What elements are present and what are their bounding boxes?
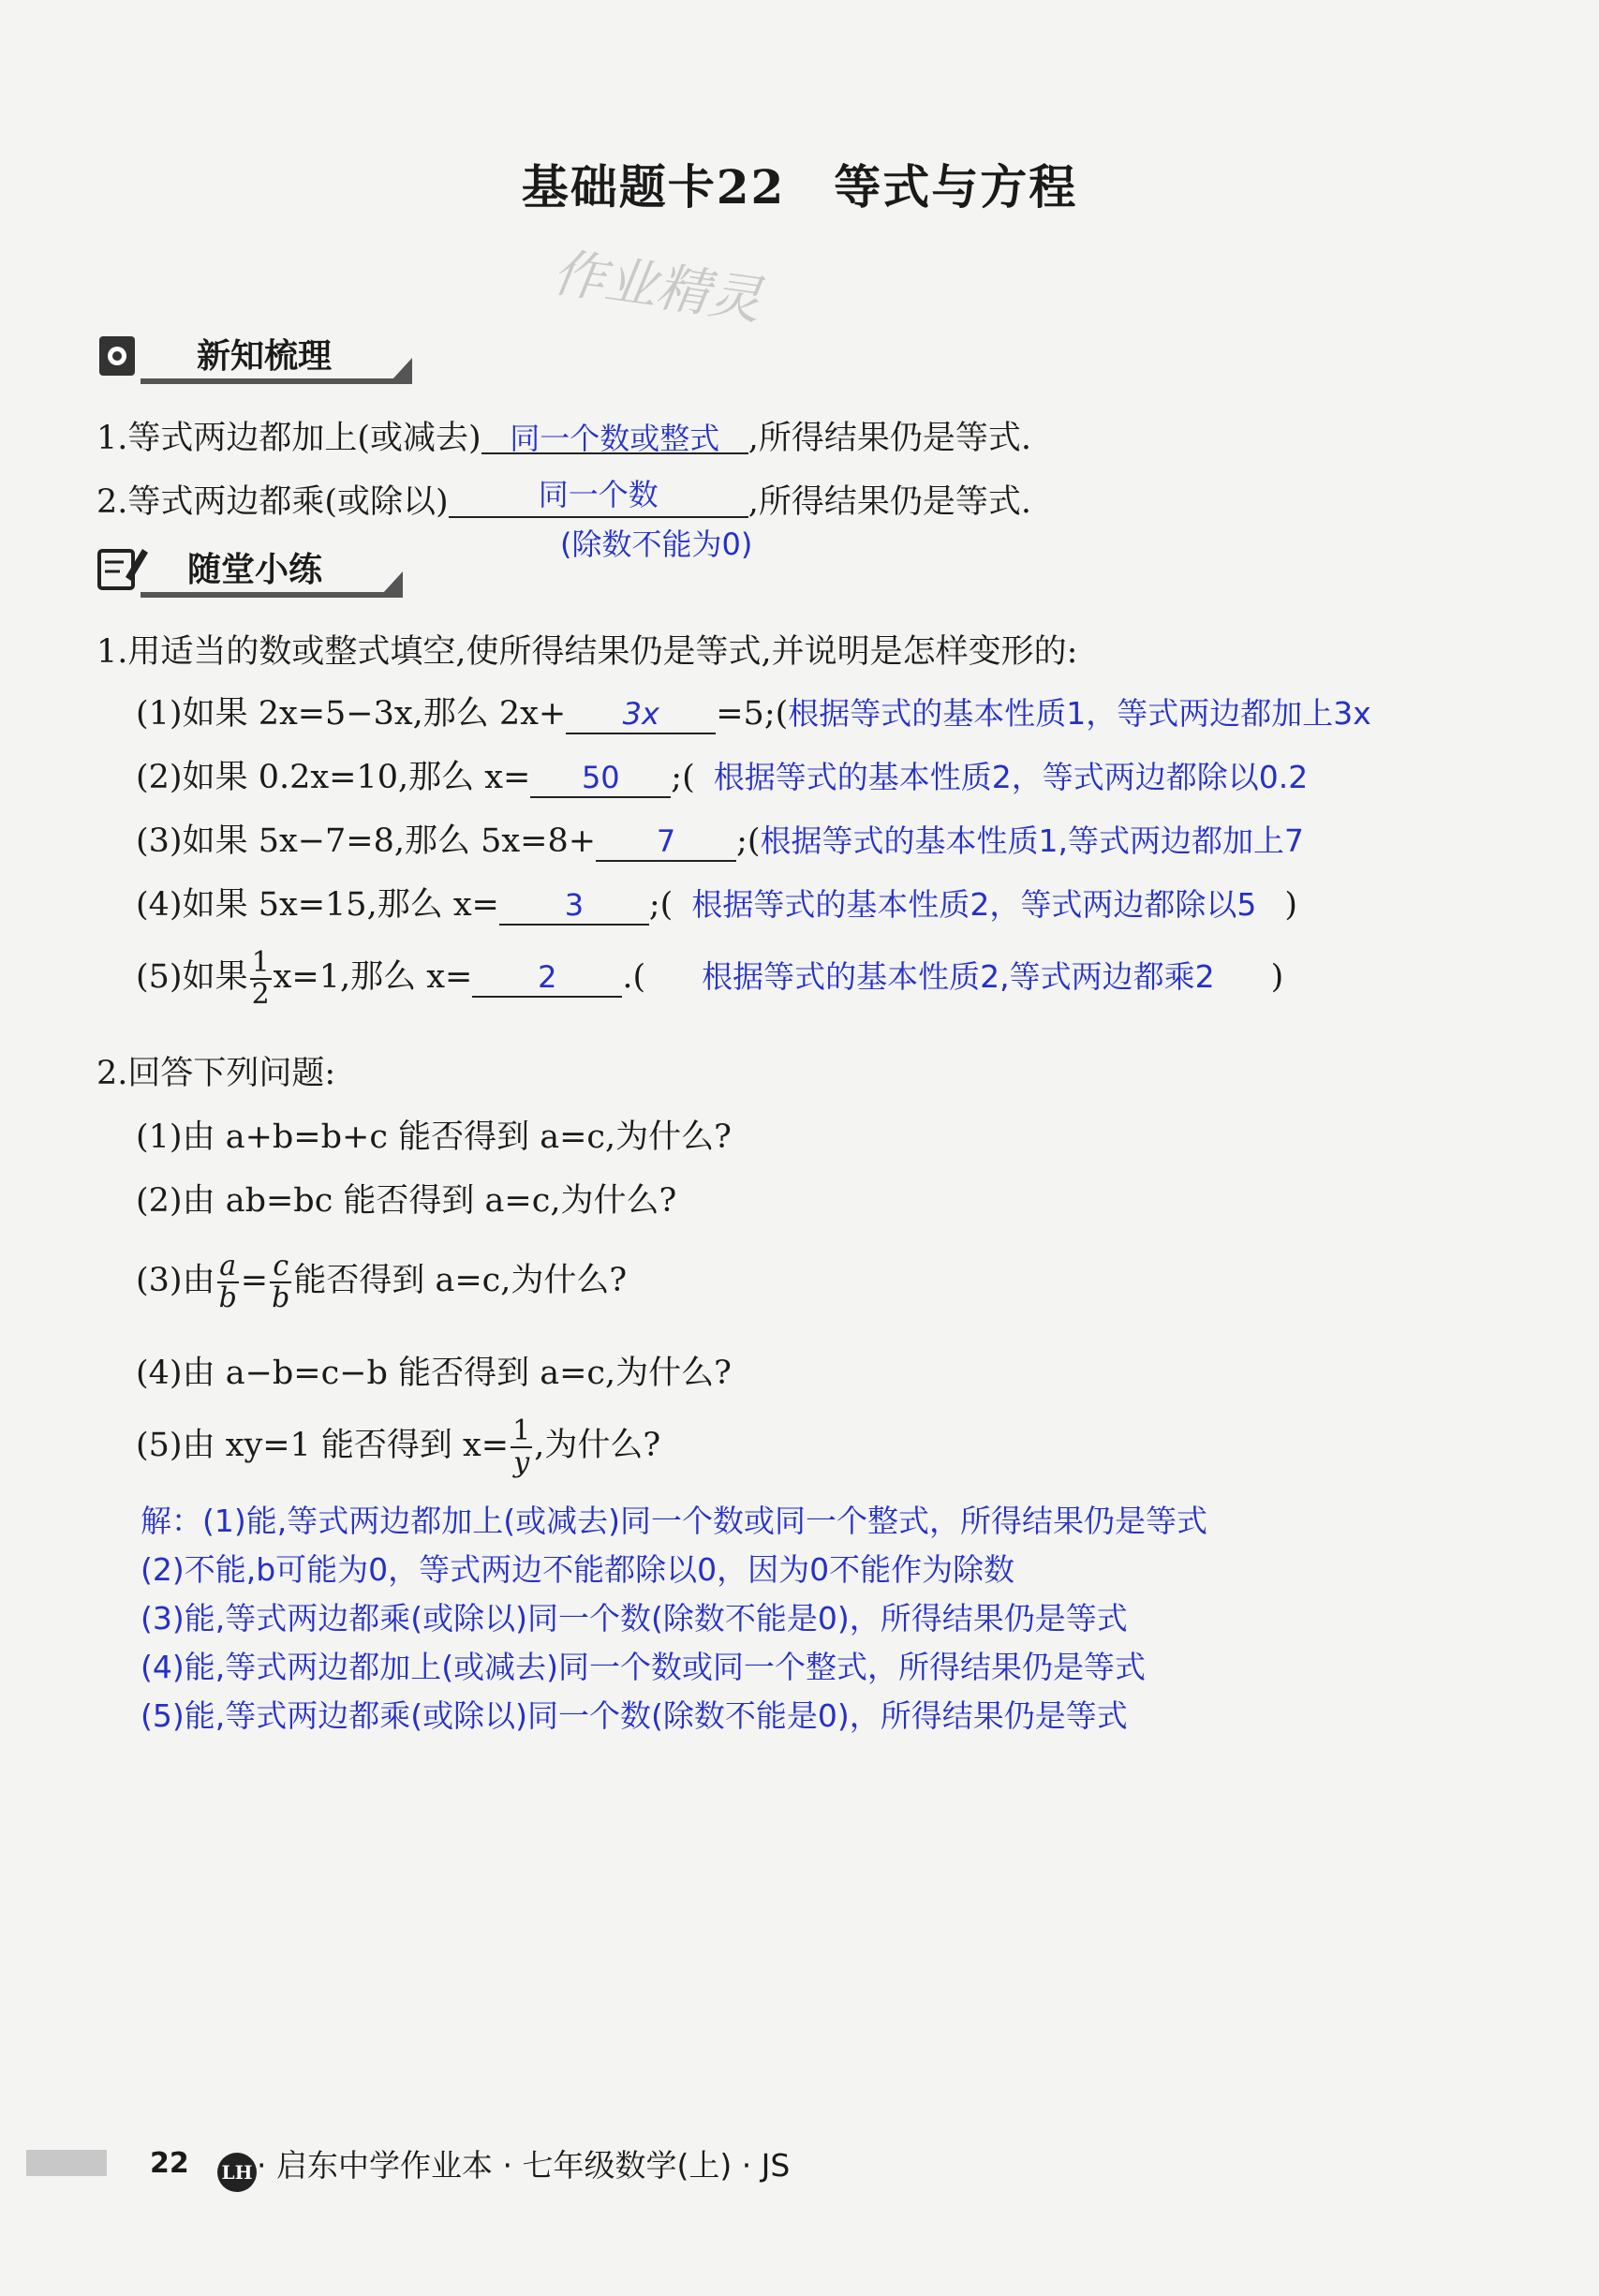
q2-part-5 — [136, 1416, 660, 1477]
q2-stem: 2.回答下列问题: — [96, 1055, 336, 1092]
q2-part-5-fraction — [511, 1416, 532, 1477]
q2-answer-4: (4)能,等式两边都加上(或减去)同一个数或同一个整式，所得结果仍是等式 — [141, 1649, 1146, 1685]
q1-part-2-blank — [530, 759, 671, 798]
q1-part-1-blank — [566, 695, 716, 734]
q1-part-4-mid: ;( — [648, 886, 674, 924]
knowledge-item-2-answer: 同一个数 — [538, 477, 659, 512]
q1-part-2-mid: ;( — [671, 759, 695, 796]
q1-part-2-text: (2)如果 0.2x=10,那么 x= — [136, 759, 531, 796]
watermark: 作业精灵 — [548, 242, 765, 333]
pencil-note-icon — [94, 543, 148, 595]
q2-part-3-fraction-right — [270, 1252, 291, 1312]
section-corner — [392, 358, 412, 380]
q2-part-3 — [136, 1252, 627, 1312]
q1-part-3-answer: 7 — [656, 823, 676, 859]
q2-answer-3: (3)能,等式两边都乘(或除以)同一个数(除数不能是0)，所得结果仍是等式 — [141, 1600, 1128, 1637]
q1-part-3-text: (3)如果 5x−7=8,那么 5x=8+ — [136, 822, 597, 860]
section-header-practice: 随堂小练 — [187, 551, 323, 589]
q1-part-5-text: x=1,那么 x= — [273, 958, 473, 996]
fraction-denominator: b — [272, 1281, 290, 1314]
fraction-numerator: c — [270, 1252, 291, 1283]
q1-part-5-end: ) — [1270, 958, 1284, 996]
q1-part-3-reason: 根据等式的基本性质1,等式两边都加上7 — [760, 822, 1305, 859]
q2-part-2: (2)由 ab=bc 能否得到 a=c,为什么? — [136, 1182, 677, 1220]
q1-part-5-blank — [472, 958, 622, 998]
knowledge-item-1-text: 1.等式两边都加上(或减去) — [96, 420, 481, 457]
q1-part-5-reason: 根据等式的基本性质2,等式两边都乘2 — [702, 958, 1215, 995]
q1-part-5-label: (5)如果 — [136, 958, 248, 996]
q2-part-3-label: (3)由 — [136, 1262, 215, 1299]
fraction-numerator: 1 — [251, 946, 270, 979]
fraction-numerator: a — [217, 1252, 239, 1283]
q1-part-4-answer: 3 — [564, 887, 585, 923]
q1-part-1-text: (1)如果 2x=5−3x,那么 2x+ — [136, 695, 567, 733]
q1-part-1-answer: 3x — [622, 696, 659, 732]
q2-answer-5: (5)能,等式两边都乘(或除以)同一个数(除数不能是0)，所得结果仍是等式 — [141, 1697, 1128, 1734]
q1-part-2-answer: 50 — [581, 760, 620, 795]
q1-part-2 — [136, 751, 1308, 798]
section-corner — [382, 571, 403, 594]
q1-part-5-mid: .( — [622, 958, 646, 996]
q2-part-3-text: 能否得到 a=c,为什么? — [293, 1262, 628, 1299]
footer-bar — [26, 2150, 107, 2176]
q1-part-2-reason: 根据等式的基本性质2，等式两边都除以0.2 — [713, 759, 1309, 795]
q2-answer-2: (2)不能,b可能为0，等式两边不能都除以0，因为0不能作为除数 — [141, 1551, 1015, 1588]
publisher-badge: LH — [217, 2153, 257, 2192]
q1-stem: 1.用适当的数或整式填空,使所得结果仍是等式,并说明是怎样变形的: — [96, 633, 1078, 671]
q1-part-4-text: (4)如果 5x=15,那么 x= — [136, 886, 499, 924]
fraction-denominator: y — [513, 1445, 530, 1479]
q1-part-5 — [136, 948, 1283, 1009]
footer-publisher — [217, 2141, 790, 2192]
footer-text: · 启东中学作业本 · 七年级数学(上) · JS — [257, 2147, 791, 2184]
knowledge-item-2-text: 2.等式两边都乘(或除以) — [96, 483, 449, 521]
fraction-numerator: 1 — [512, 1415, 531, 1447]
q1-part-4-end: ) — [1284, 886, 1297, 924]
knowledge-item-1 — [96, 412, 1031, 459]
q2-part-3-fraction-left — [217, 1252, 239, 1312]
knowledge-item-2 — [96, 476, 1031, 523]
q1-part-1-reason: 根据等式的基本性质1，等式两边都加上3x — [788, 695, 1371, 732]
section-underline — [141, 378, 412, 384]
q1-part-3 — [136, 815, 1304, 862]
fraction-denominator: b — [218, 1281, 237, 1314]
notebook-icon — [94, 333, 141, 379]
q2-part-5-text: (5)由 xy=1 能否得到 x= — [136, 1427, 510, 1464]
q1-part-5-answer: 2 — [538, 959, 557, 995]
fraction-denominator: 2 — [251, 977, 270, 1011]
page-number: 22 — [150, 2147, 189, 2180]
q2-part-3-equals: = — [240, 1262, 269, 1299]
knowledge-item-2-suffix: ,所得结果仍是等式. — [748, 483, 1031, 521]
page-title: 基础题卡22 等式与方程 — [521, 159, 1078, 215]
q1-part-3-mid: ;( — [736, 822, 761, 860]
section-header-new-knowledge: 新知梳理 — [197, 337, 333, 376]
section-underline — [141, 592, 403, 598]
q2-part-1: (1)由 a+b=b+c 能否得到 a=c,为什么? — [136, 1118, 732, 1156]
knowledge-item-2-blank — [449, 479, 748, 518]
q1-part-1-mid: =5;( — [716, 695, 789, 733]
knowledge-item-1-suffix: ,所得结果仍是等式. — [748, 420, 1031, 457]
q2-part-5-suffix: ,为什么? — [534, 1427, 661, 1464]
q2-answer-1: 解：(1)能,等式两边都加上(或减去)同一个数或同一个整式，所得结果仍是等式 — [141, 1503, 1207, 1539]
knowledge-item-1-answer: 同一个数或整式 — [510, 421, 720, 456]
knowledge-item-1-blank — [481, 415, 748, 454]
q1-part-4-blank — [499, 886, 649, 926]
q1-part-5-fraction — [250, 948, 272, 1009]
knowledge-item-2-note: (除数不能为0) — [560, 526, 753, 562]
q1-part-4-reason: 根据等式的基本性质2，等式两边都除以5 — [691, 886, 1257, 923]
q2-part-4: (4)由 a−b=c−b 能否得到 a=c,为什么? — [136, 1355, 732, 1392]
q1-part-3-blank — [596, 822, 736, 862]
q1-part-4 — [136, 879, 1297, 926]
q1-part-1 — [136, 688, 1371, 734]
